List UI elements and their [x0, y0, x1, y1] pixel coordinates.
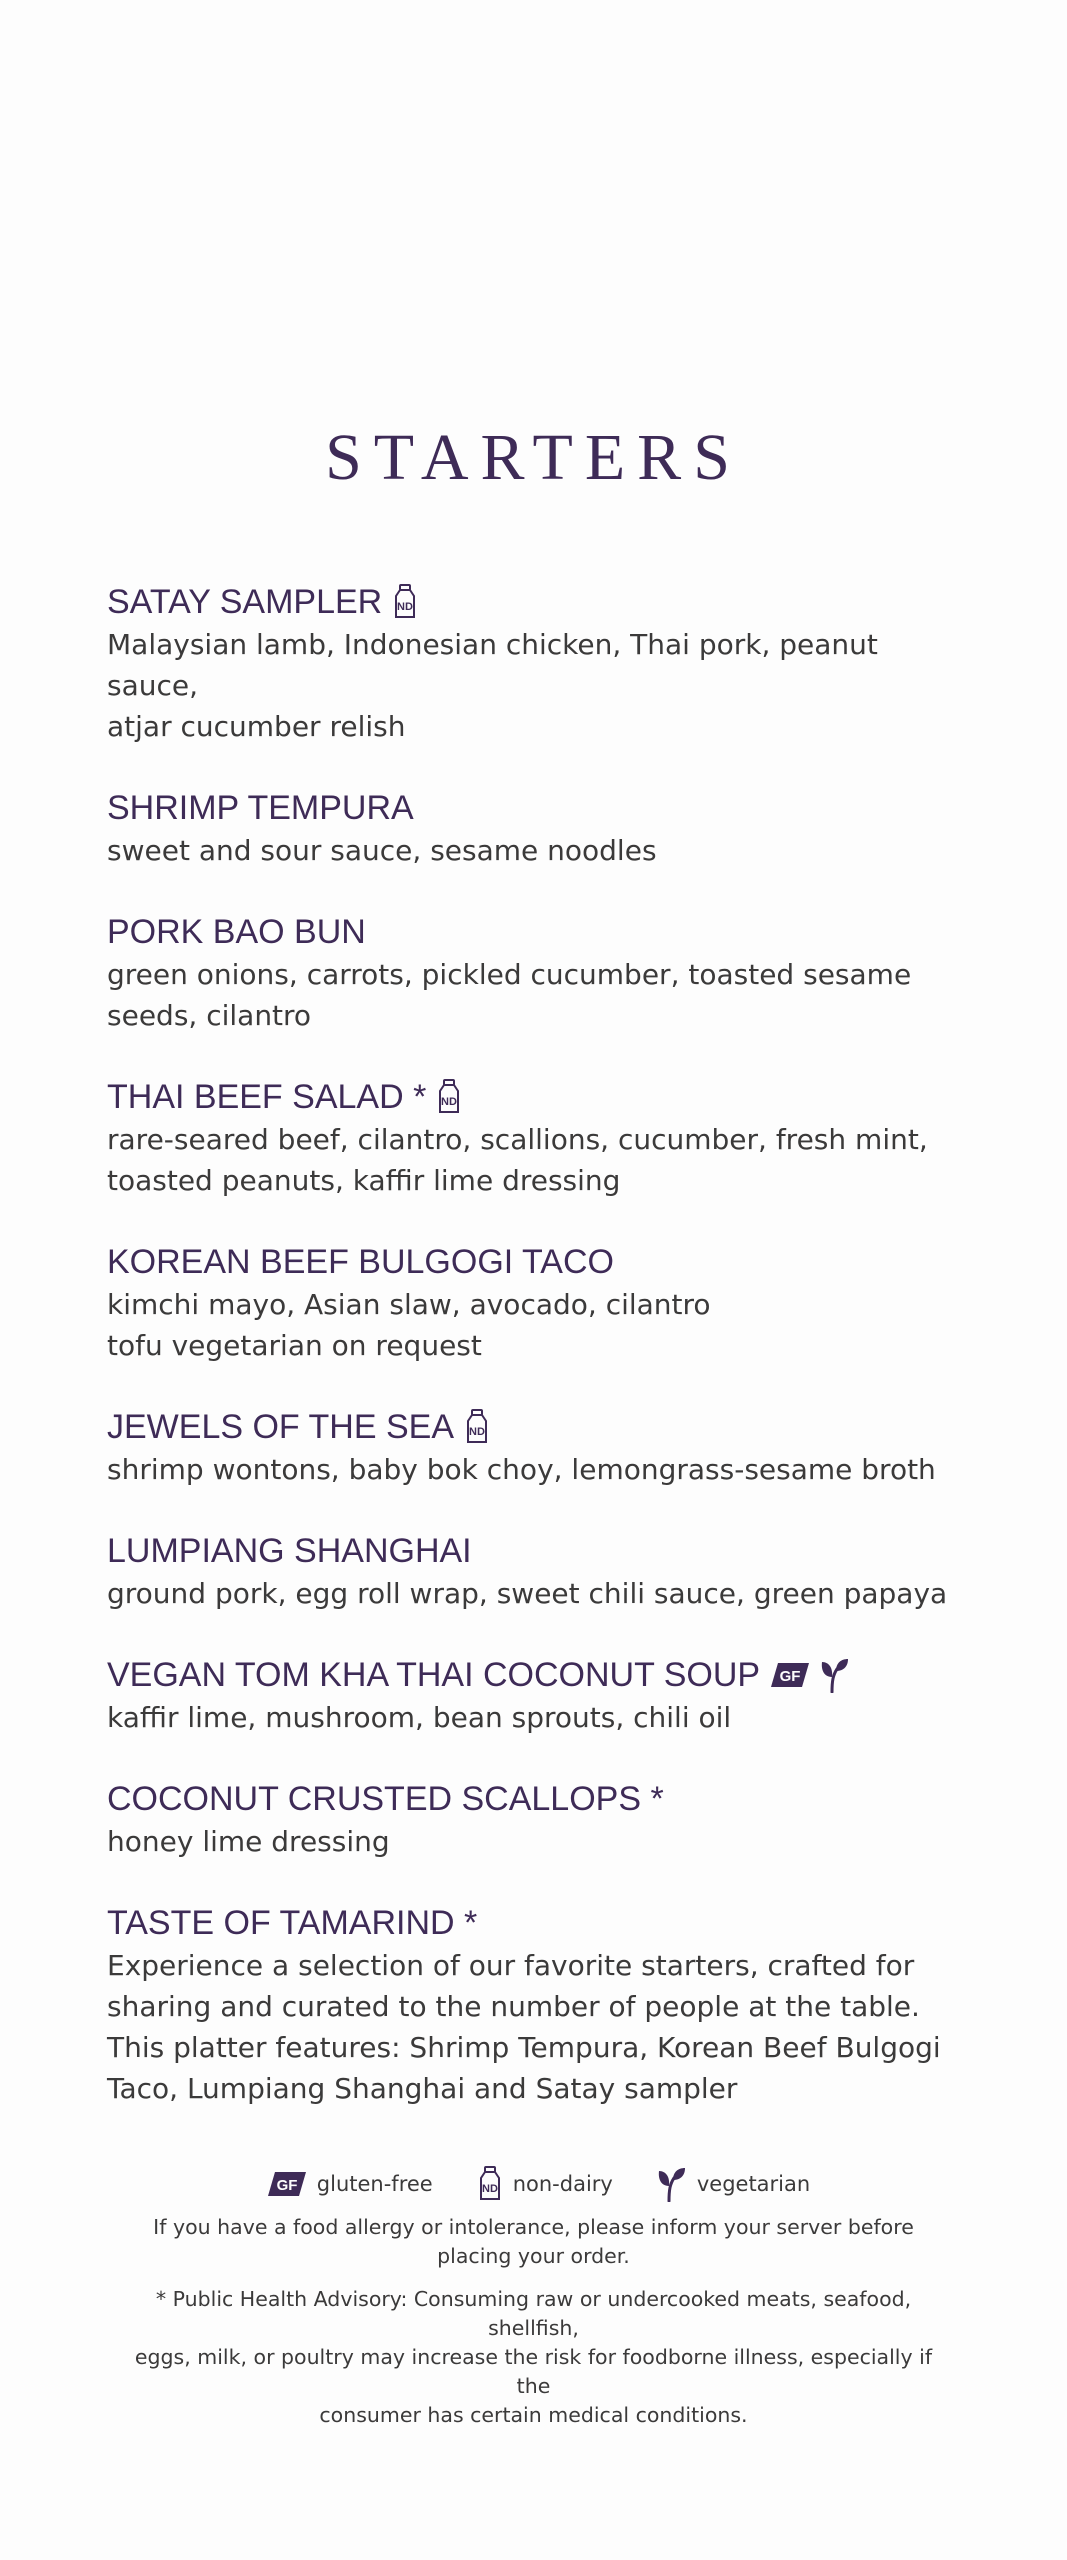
legend-entry — [257, 2171, 433, 2197]
menu-item — [107, 786, 967, 871]
legend-label: gluten-free — [316, 2172, 433, 2196]
menu-item-header — [107, 1529, 967, 1573]
allergy-notice-line: placing your order. — [437, 2244, 630, 2268]
gluten-free-icon — [267, 2171, 307, 2197]
dietary-legend — [0, 2166, 1067, 2202]
menu-item-description: Malaysian lamb, Indonesian chicken, Thai pork, peanut sauce, — [107, 628, 878, 702]
menu-item — [107, 1529, 967, 1614]
svg-text:ND: ND — [481, 2183, 498, 2195]
svg-text:ND: ND — [441, 1096, 458, 1108]
menu-item-name: JEWELS OF THE SEA — [107, 1408, 455, 1446]
menu-item-description: sweet and sour sauce, sesame noodles — [107, 834, 657, 867]
legend-entry — [647, 2166, 810, 2202]
menu-item-header — [107, 1777, 967, 1821]
menu-item-header — [107, 1405, 967, 1449]
non-dairy-icon — [477, 2166, 503, 2202]
menu-item — [107, 1075, 967, 1201]
menu-item-description: ground pork, egg roll wrap, sweet chili sauce, green papaya — [107, 1577, 948, 1610]
page-title: STARTERS — [325, 421, 742, 494]
advisory-line: eggs, milk, or poultry may increase the risk for foodborne illness, especially if the — [134, 2345, 933, 2398]
menu-item-header — [107, 910, 967, 954]
advisory-line: * Public Health Advisory: Consuming raw or undercooked meats, seafood, shellfish, — [155, 2287, 912, 2340]
menu-item-header — [107, 580, 967, 624]
menu-item-description: toasted peanuts, kaffir lime dressing — [107, 1164, 621, 1197]
menu-item — [107, 1777, 967, 1862]
menu-item-header — [107, 1240, 967, 1284]
menu-item-header — [107, 786, 967, 830]
menu-item-name: THAI BEEF SALAD * — [107, 1078, 427, 1116]
menu-item-description: seeds, cilantro — [107, 999, 312, 1032]
menu-item-name: SATAY SAMPLER — [107, 583, 383, 621]
menu-item-description: kaffir lime, mushroom, bean sprouts, chili oil — [107, 1701, 732, 1734]
menu-item-name: TASTE OF TAMARIND * — [107, 1904, 478, 1942]
menu-item-description: shrimp wontons, baby bok choy, lemongrass-sesame broth — [107, 1453, 936, 1486]
menu-item-description: tofu vegetarian on request — [107, 1329, 482, 1362]
legend-entry — [467, 2166, 613, 2202]
menu-item-description: atjar cucumber relish — [107, 710, 406, 743]
menu-item-name: SHRIMP TEMPURA — [107, 789, 414, 827]
vegetarian-icon — [820, 1657, 850, 1693]
menu-item-description: green onions, carrots, pickled cucumber, toasted sesame — [107, 958, 912, 991]
legend-label: vegetarian — [696, 2172, 811, 2196]
menu-item-name: VEGAN TOM KHA THAI COCONUT SOUP — [107, 1656, 761, 1694]
menu-item — [107, 1653, 967, 1738]
non-dairy-icon — [392, 584, 418, 620]
public-health-advisory — [117, 2285, 950, 2430]
menu-item — [107, 910, 967, 1036]
gluten-free-icon — [770, 1662, 810, 1688]
menu-item-description: sharing and curated to the number of people at the table. — [107, 1990, 920, 2023]
svg-text:ND: ND — [397, 601, 414, 613]
menu-item-header — [107, 1653, 967, 1697]
menu-item-name: COCONUT CRUSTED SCALLOPS * — [107, 1780, 664, 1818]
menu-item — [107, 1405, 967, 1490]
menu-item-list — [107, 580, 967, 2148]
menu-item — [107, 580, 967, 747]
menu-item-header — [107, 1901, 967, 1945]
menu-item-name: PORK BAO BUN — [107, 913, 366, 951]
menu-item — [107, 1240, 967, 1366]
menu-item-description: rare-seared beef, cilantro, scallions, cucumber, fresh mint, — [107, 1123, 928, 1156]
allergy-notice — [117, 2213, 950, 2271]
menu-item-name: KOREAN BEEF BULGOGI TACO — [107, 1243, 614, 1281]
allergy-notice-line: If you have a food allergy or intolerance, please inform your server before — [153, 2215, 914, 2239]
svg-text:ND: ND — [469, 1426, 485, 1438]
menu-item-description: Experience a selection of our favorite starters, crafted for — [107, 1949, 915, 1982]
menu-item-description: Taco, Lumpiang Shanghai and Satay sampler — [107, 2072, 738, 2105]
legend-label: non-dairy — [512, 2172, 613, 2196]
menu-item — [107, 1901, 967, 2109]
non-dairy-icon — [464, 1409, 490, 1445]
menu-item-name: LUMPIANG SHANGHAI — [107, 1532, 472, 1570]
menu-item-description: kimchi mayo, Asian slaw, avocado, cilantro — [107, 1288, 711, 1321]
svg-text:GF: GF — [276, 2177, 298, 2194]
menu-item-header — [107, 1075, 967, 1119]
menu-item-description: This platter features: Shrimp Tempura, Korean Beef Bulgogi — [107, 2031, 941, 2064]
vegetarian-icon — [657, 2166, 687, 2202]
svg-text:GF: GF — [779, 1668, 801, 1685]
advisory-line: consumer has certain medical conditions. — [319, 2403, 748, 2427]
non-dairy-icon — [436, 1079, 462, 1115]
menu-item-description: honey lime dressing — [107, 1825, 390, 1858]
